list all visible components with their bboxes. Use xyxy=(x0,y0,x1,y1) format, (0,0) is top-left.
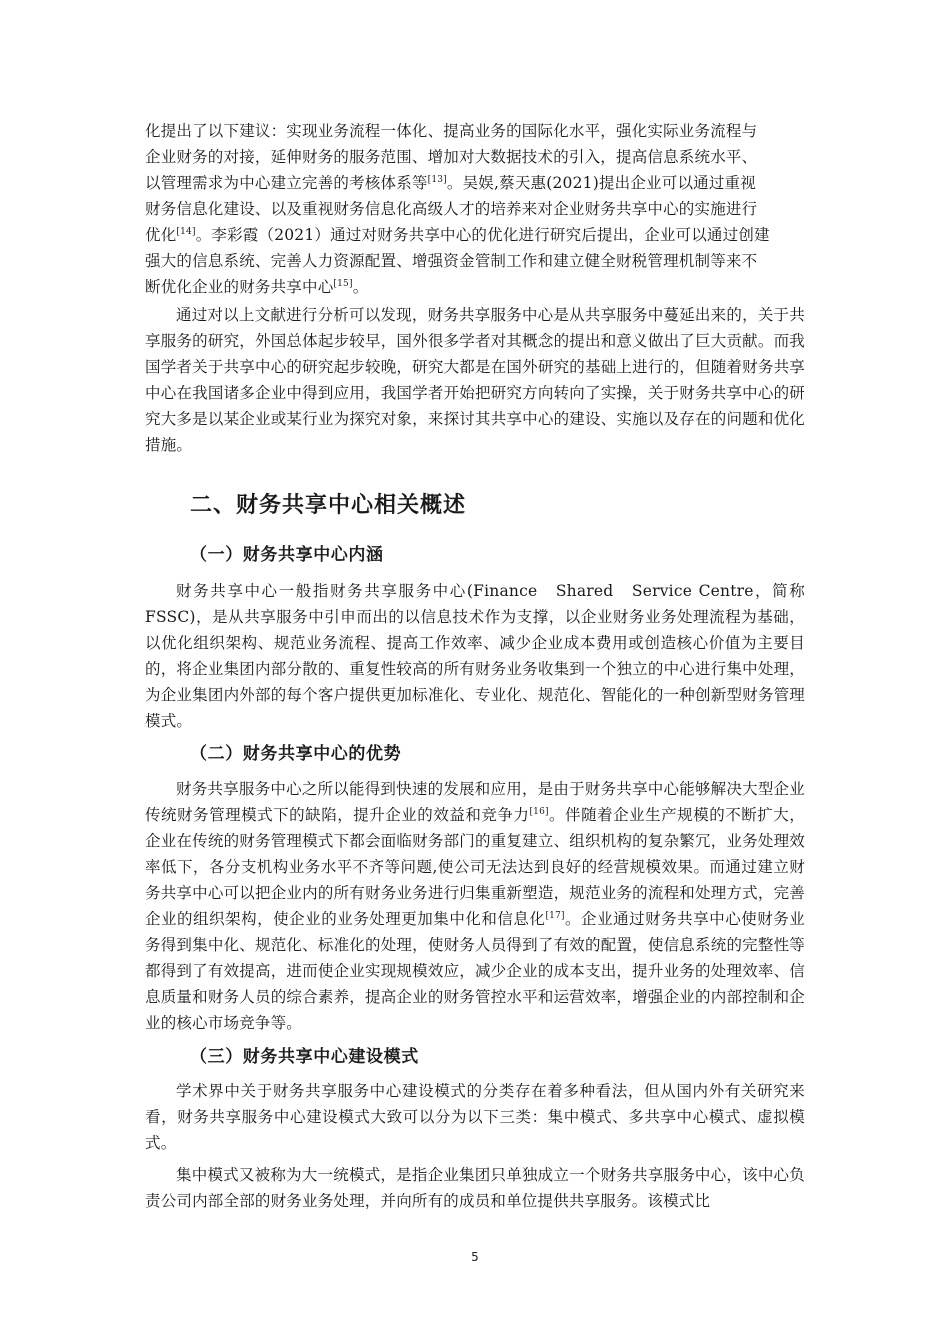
subsection-heading-1: （一）财务共享中心内涵 xyxy=(190,545,384,565)
text-span: 财务共享服务中心之所以能得到快速的发展和应用，是由于财务共享中心能够解决大型企业传统财务管理模式下的缺陷，提升企业的效益和竞争力 xyxy=(145,780,805,824)
citation-13: [13] xyxy=(427,174,447,185)
text-span: 以管理需求为中心建立完善的考核体系等 xyxy=(145,174,428,192)
paragraph-text xyxy=(145,776,805,1036)
text-span: 。 xyxy=(352,278,369,296)
paragraph-fssc-definition xyxy=(145,578,805,734)
citation-16: [16] xyxy=(529,806,549,817)
text-span: 强大的信息系统、完善人力资源配置、增强资金管制工作和建立健全财税管理机制等来不 xyxy=(145,252,758,270)
text-span: 。伴随着企业生产规模的不断扩大，企业在传统的财务管理模式下都会面临财务部门的重复建立、组织机构的复杂繁冗，业务处理效率低下，各分支机构业务水平不齐等问题,使公司无法达到良好的经营规模效果。而通过建立财务共享中心可以把企业内的所有财务业务进行归集重新塑造，规范业务的流程和处理方式，完善企业的组织架构，使企业的业务处理更加集中化和信息化 xyxy=(145,806,806,928)
text-span: 。吴娱,蔡天惠(2021)提出企业可以通过重视 xyxy=(446,174,756,192)
citation-14: [14] xyxy=(176,226,196,237)
citation-15: [15] xyxy=(333,278,353,289)
subsection-heading-3: （三）财务共享中心建设模式 xyxy=(190,1047,419,1067)
text-span: 。企业通过财务共享中心使财务业务得到集中化、规范化、标准化的处理，使财务人员得到了有效的配置，使信息系统的完整性等都得到了有效提高，进而使企业实现规模效应，减少企业的成本支出，提升业务的处理效率、信息质量和财务人员的综合素养，提高企业的财务管控水平和运营效率，增强企业的内部控制和企业的核心市场竞争等。 xyxy=(145,910,805,1032)
paragraph-centralized-mode xyxy=(145,1162,805,1214)
paragraph-text: 通过对以上文献进行分析可以发现，财务共享服务中心是从共享服务中蔓延出来的，关于共享服务的研究，外国总体起步较早，国外很多学者对其概念的提出和意义做出了巨大贡献。而我国学者关于共享中心的研究起步较晚，研究大都是在国外研究的基础上进行的，但随着财务共享中心在我国诸多企业中得到应用，我国学者开始把研究方向转向了实操，关于财务共享中心的研究大多是以某企业或某行业为探究对象，来探讨其共享中心的建设、实施以及存在的问题和优化措施。 xyxy=(145,306,805,454)
paragraph-line xyxy=(145,170,805,196)
text-span: 。李彩霞（2021）通过对财务共享中心的优化进行研究后提出，企业可以通过创建 xyxy=(195,226,770,244)
page-number: 5 xyxy=(471,1250,479,1264)
section-heading: 二、财务共享中心相关概述 xyxy=(190,493,467,518)
text-span: 企业财务的对接，延伸财务的服务范围、增加对大数据技术的引入，提高信息系统水平、 xyxy=(145,148,758,166)
subsection-heading-2: （二）财务共享中心的优势 xyxy=(190,744,402,764)
citation-17: [17] xyxy=(545,910,565,921)
paragraph-line xyxy=(145,118,805,144)
paragraph-fssc-advantages xyxy=(145,776,805,1036)
paragraph-line xyxy=(145,274,805,300)
text-span: 断优化企业的财务共享中心 xyxy=(145,278,334,296)
paragraph-line xyxy=(145,196,805,222)
paragraph-text: 财务共享中心一般指财务共享服务中心(Finance Shared Service Centre，简称FSSC)，是从共享服务中引申而出的以信息技术作为支撑，以企业财务业务处理流程为基础，以优化组织架构、规范业务流程、提高工作效率、减少企业成本费用或创造核心价值为主要目的，将企业集团内部分散的、重复性较高的所有财务业务收集到一个独立的中心进行集中处理，为企业集团内外部的每个客户提供更加标准化、专业化、规范化、智能化的一种创新型财务管理模式。 xyxy=(145,582,805,730)
text-span: 优化 xyxy=(145,226,177,244)
paragraph-literature-summary xyxy=(145,302,805,458)
text-span: 化提出了以下建议：实现业务流程一体化、提高业务的国际化水平，强化实际业务流程与 xyxy=(145,122,758,140)
paragraph-text: 集中模式又被称为大一统模式，是指企业集团只单独成立一个财务共享服务中心，该中心负责公司内部全部的财务业务处理，并向所有的成员和单位提供共享服务。该模式比 xyxy=(145,1166,805,1210)
paragraph-construction-modes xyxy=(145,1078,805,1156)
paragraph-line xyxy=(145,248,805,274)
paragraph-text: 学术界中关于财务共享服务中心建设模式的分类存在着多种看法，但从国内外有关研究来看，财务共享服务中心建设模式大致可以分为以下三类：集中模式、多共享中心模式、虚拟模式。 xyxy=(145,1082,805,1152)
paragraph-line xyxy=(145,222,805,248)
paragraph-line xyxy=(145,144,805,170)
text-span: 财务信息化建设、以及重视财务信息化高级人才的培养来对企业财务共享中心的实施进行 xyxy=(145,200,758,218)
paragraph-literature-continued xyxy=(145,118,805,300)
